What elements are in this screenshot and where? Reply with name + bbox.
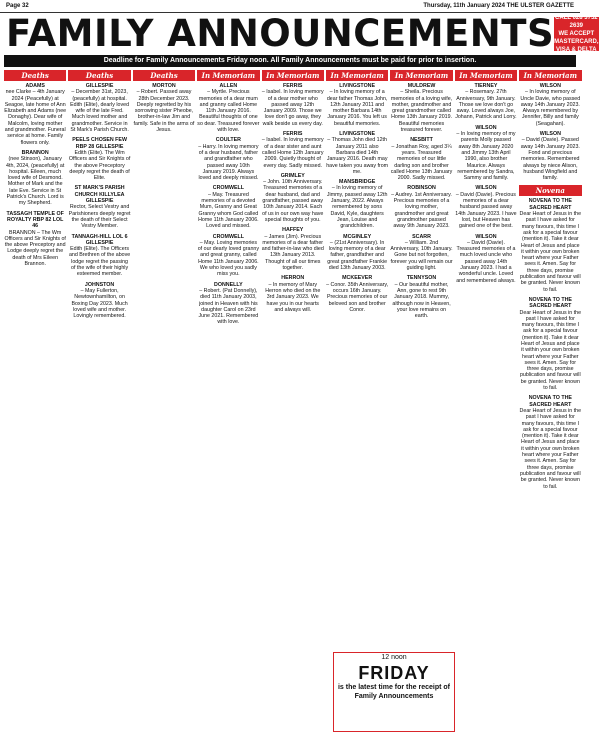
novena-title: NOVENA TO THE SACRED HEART: [528, 296, 572, 310]
notice-text: Edith (Elite). The Wm Officers and Sir Knights of the above Preceptory deeply regret the death of Elite.: [68, 149, 131, 182]
notice-text: – William. 2nd Anniversary, 10th January. Gone but not forgotten, forever you will remain our guiding light.: [390, 239, 453, 272]
notice-text: – In loving memory of Uncle Davie, who passed away 14th January 2023. Always remembered by Jennifer, Billy and family (Seagahan).: [520, 89, 581, 127]
notice-name: JOHNSTON: [84, 281, 115, 288]
notice: [455, 185, 517, 229]
notice-name: GRIMLEY: [280, 172, 305, 179]
notice-text: – December 31st, 2023, (peacefully) at hospital. Edith (Elite), dearly loved wife of the late Fred. Much loved mother and grandmother. Service in St Mark's Parish Church.: [70, 89, 130, 134]
column-heading: In Memoriam: [262, 70, 324, 81]
notice: [390, 234, 452, 272]
notice-text: – David (Davie). Precious memories of a dear husband passed away 14th January 2023. I have lost, but Heaven has gained one of the best.: [455, 191, 517, 230]
notice-text: – May. Loving memories of our dearly loved granny and great granny, called Home 11th January 2006. We who loved you sadly miss you.: [197, 239, 259, 278]
notice: [326, 179, 388, 229]
notice: [197, 282, 259, 326]
column-7: [455, 70, 517, 730]
notice-name: LIVINGSTONE: [339, 131, 376, 138]
notice-name: TASSAGH TEMPLE OF ROYALTY RBP 82 LOL 46: [6, 210, 64, 230]
notice-text: – In memory of Mary Herron who died on the 3rd January 2023. We have you in our hearts and always will.: [265, 281, 321, 313]
notice-text: – David (Davie). Treasured memories of a much loved uncle who passed away 14th January 2023. I had a wonderful uncle. Loved and remembered always.: [456, 239, 516, 284]
section-title: FAMILY ANNOUNCEMENTS: [6, 12, 555, 55]
column-heading: In Memoriam: [326, 70, 388, 81]
notice: [197, 137, 259, 181]
notice-text: – David (Davie). Passed away 14th January 2023. Fond and precious memories. Remembered always by niece Alison, husband Wingfield and family.: [520, 137, 580, 182]
column-heading: Deaths: [133, 70, 195, 81]
novena-title: NOVENA TO THE SACRED HEART: [528, 198, 572, 211]
column-heading: In Memoriam: [197, 70, 259, 81]
notice-name: MANSBRIDGE: [339, 179, 376, 186]
notice-text: (nee Stinson), January 4th, 2024, (peacefully) at hospital. Eileen, much loved wife of Desmond. Mother of Mark and the late Eve. Service in St Patrick's Church. Lord is my Shepherd.: [6, 156, 65, 207]
notice: [390, 137, 452, 181]
notice-name: LIVINGSTONE: [339, 83, 376, 89]
notice-name: CROMWELL: [212, 185, 244, 192]
notice: [4, 150, 66, 207]
notice-text: – In loving memory of Jimmy, passed away 12th January, 2022. Always remembered by sons David, Kyle, daughters Jean, Louise and grandchildren.: [326, 185, 388, 230]
columns: [0, 67, 580, 730]
column-2: [133, 70, 195, 730]
notice-name: ADAMS: [25, 83, 45, 89]
notice: [519, 131, 581, 181]
notice: [326, 131, 388, 175]
notice: [390, 83, 452, 133]
banner: [0, 12, 599, 55]
notice: [262, 227, 324, 271]
notice-name: FERRIS: [283, 83, 303, 89]
novena-title: NOVENA TO THE SACRED HEART: [528, 395, 572, 408]
notice-text: – John. 10th Anniversary. Treasured memories of a dear husband, dad and grandfather, passed away 10th January 2014. Each of us in our own way have special thoughts of you.: [262, 179, 324, 223]
notice: [68, 83, 130, 133]
notice: [262, 173, 324, 223]
call-line: CALL 028 3752 2639: [555, 15, 598, 29]
notice: [262, 83, 324, 127]
notice-name: MCGINLEY: [343, 233, 372, 240]
notice-text: – In loving memory of a dear father Thomas John, 12th January 2011 and mother Barbara 14th January 2016. You left us beautiful memories.: [326, 89, 388, 127]
notice-text: – Myrtle. Precious memories of a dear mum and granny called Home 11th January 2016. Beautiful thoughts of one so dear. Treasured forever with love.: [197, 89, 260, 134]
novena-heading: Novena: [519, 185, 581, 196]
notice: [326, 234, 388, 272]
notice-text: – Audrey. 1st Anniversary. Precious memories of a loving mother, grandmother and great grandmother passed away 9th January 2023.: [391, 191, 452, 230]
column-heading: Deaths: [68, 70, 130, 81]
notice-text: – Robert. Passed away 28th December 2023. Deeply regretted by his sorrowing sister Pheobe, brother-in-law Jim and family. Safe in the arms of Jesus.: [133, 89, 195, 134]
notice-text: BRANNON – The Wm Officers and Sir Knights of the above Preceptory and Lodge deeply regret the death of Mrs Eileen Brannon.: [4, 229, 66, 268]
notice-text: Edith (Elite). The Officers and Brethren of the above lodge regret the passing of the wife of their highly esteemed member.: [68, 246, 131, 278]
notice-text: – Robert. (Pat Donnelly), died 11th January 2003, joined in Heaven with his daughter Carol on 23rd June 2021. Remembered with love.: [198, 287, 259, 326]
notice: [519, 83, 581, 127]
column-6: [390, 70, 452, 730]
notice: [197, 185, 259, 229]
notice: [262, 275, 324, 313]
notice-name: MCKEEVER: [342, 275, 373, 282]
column-heading: In Memoriam: [390, 70, 452, 81]
notice-name: BRANNON: [21, 149, 49, 156]
column-heading: Deaths: [4, 70, 66, 81]
page-number: Page 32: [6, 3, 29, 9]
notice: [68, 185, 130, 229]
notice-name: TANNAGH-HILL LOL 6 GILLESPIE: [71, 233, 128, 246]
column-0: [4, 70, 66, 730]
column-1: [68, 70, 130, 730]
notice-name: TIERNEY: [474, 83, 498, 89]
notice-name: SCARR: [412, 233, 431, 240]
notice-name: WILSON: [539, 83, 561, 89]
friday-time: 12 noon: [381, 654, 407, 661]
notice: [4, 211, 66, 268]
novena-text: Dear Heart of Jesus in the past I have asked for many favours, this time I ask for a special favour (mention it). Take it dear Heart of Jesus and place it within your own broken heart where your Father sees it. Amen. Say for three days, promise publication and favour will be granted. Never known to fail.: [519, 309, 582, 392]
notice-name: WILSON: [475, 185, 497, 192]
notice-name: COULTER: [215, 137, 241, 144]
notice-name: HAFFEY: [282, 227, 304, 234]
notice: [68, 282, 130, 320]
notice: [326, 275, 388, 313]
notice-name: CROMWELL: [212, 233, 244, 240]
novena-prayer: [519, 297, 581, 391]
novena-prayer: [519, 198, 581, 292]
notice-name: FERRIS: [283, 131, 303, 138]
notice: [390, 185, 452, 229]
notice-text: – Harry. In loving memory of a dear husband, father and grandfather who passed away 10th January 2019. Always loved and deeply missed.: [198, 143, 259, 182]
notice-name: ROBINSON: [407, 185, 436, 192]
notice: [4, 83, 66, 146]
column-3: [197, 70, 259, 730]
notice-name: ALLEN: [219, 83, 238, 89]
notice-name: GILLESPIE: [85, 83, 114, 89]
friday-note: is the latest time for the receipt of Family Announcements: [337, 684, 451, 700]
deadline-strip: Deadline for Family Announcements Friday noon. All Family Announcements must be paid for prior to insertion.: [4, 55, 576, 67]
notice-text: – In loving memory of my parents Molly passed away 8th January 2020 and Jimmy 13th April 1990, also brother Maurice. Always remembered by Sandra, Sammy and family.: [456, 131, 516, 182]
notice-name: MORTON: [152, 83, 176, 89]
notice-name: WILSON: [475, 124, 497, 131]
notice-text: – Jonathan Roy, aged 3¼ years. Treasured memories of our little darling son and brother called Home 13th January 2000. Sadly missed.: [390, 143, 453, 182]
notice: [455, 234, 517, 284]
notice-text: Rector, Select Vestry and Parishioners deeply regret the death of their Select Vestry Member.: [68, 204, 131, 230]
novena-text: Dear Heart of Jesus in the past I have asked for many favours, this time I ask for a special favour (mention it). Take it dear Heart of Jesus and place it within your own broken heart where your Father sees it. Amen. Say for three days, promise publication and favour will be granted. Never known to fail.: [519, 407, 582, 490]
notice: [455, 83, 517, 121]
notice-text: – (21st Anniversary). In loving memory of a dear father, grandfather and great grandfather Frankie died 13th January 2003.: [327, 239, 388, 272]
notice: [68, 137, 130, 181]
notice-name: HERRON: [281, 275, 305, 282]
notice: [455, 125, 517, 182]
notice-name: DONNELLY: [214, 281, 243, 288]
notice-name: MULDREW: [407, 83, 436, 89]
notice-text: – Isabel. In loving memory of a dear mother who passed away 12th January 2009. Those we love don't go away, they walk beside us every day.: [261, 89, 324, 127]
notice: [197, 83, 259, 133]
column-heading: In Memoriam: [455, 70, 517, 81]
notice-text: – Conor. 35th Anniversary, occurs 16th January. Precious memories of our beloved son and brother Conor.: [326, 281, 389, 313]
notice-text: – Rosemary. 27th Anniversary, 9th January. Those we love don't go away. Loved always Joe, Johann, Patrick and Lorry.: [455, 89, 517, 121]
notice: [326, 83, 388, 127]
notice-text: – May Fullerton, Newtownhamilton, on Boxing Day 2023. Much loved wife and mother. Lovingly remembered.: [71, 287, 128, 320]
notice: [262, 131, 324, 169]
column-heading: In Memoriam: [519, 70, 581, 81]
notice-name: ST MARK'S PARISH CHURCH KILLYLEA GILLESPIE: [74, 185, 125, 205]
notice-name: WILSON: [539, 131, 561, 138]
notice-text: – Sheila. Precious memories of a loving wife, mother, grandmother and great grandmother called Home 13th January 2019. Beautiful memories treasured forever.: [390, 89, 453, 134]
notice-name: NESBITT: [410, 137, 433, 144]
notice-name: WILSON: [475, 233, 497, 240]
notice-text: nee Clarke – 4th January 2024 (Peacefully) at Seagoe, late home of Ann Elizabeth and Adams (nee Donaghy). Dear wife of Malcolm, loving mother and grandmother. Funeral service at home. Family flowers only.: [4, 89, 67, 146]
friday-box: [333, 652, 455, 732]
column-4: [262, 70, 324, 730]
notice-text: – Thomas John died 12th January 2011 also Barbara died 14th January 2016. Death may have taken you away from me.: [326, 137, 389, 175]
novena-text: Dear Heart of Jesus in the past I have asked for many favours, this time I ask for a special favour (mention it). Take it dear Heart of Jesus and place it within your own broken heart where your Father sees it. Amen. Say for three days, promise publication and favour will be granted. Never known to fail.: [519, 211, 582, 293]
novena-prayer: [519, 395, 581, 489]
column-8: [519, 70, 581, 730]
notice: [197, 234, 259, 278]
notice-text: – Isabel. In loving memory of a dear sister and aunt called Home 12th January 2009. Quietly thought of every day. Sadly missed.: [261, 137, 324, 169]
friday-day: FRIDAY: [358, 663, 430, 683]
cards-line: MASTERCARD, VISA & DELTA: [554, 39, 599, 53]
notice-text: – May. Treasured memories of a devoted Mum, Granny and Great Granny whom God called Home 11th January 2006. Loved and missed.: [198, 191, 259, 230]
notice: [390, 275, 452, 319]
notice: [133, 83, 195, 133]
notice-name: PEELS CHOSEN FEW RBP 28 GILLESPIE: [72, 137, 127, 150]
issue-date: Thursday, 11th January 2024 THE ULSTER GAZETTE: [423, 3, 574, 9]
accept-line: WE ACCEPT: [558, 31, 595, 37]
notice: [68, 234, 130, 278]
notice-name: TENNYSON: [406, 275, 437, 282]
column-5: [326, 70, 388, 730]
call-box: [554, 17, 598, 51]
notice-text: – James (Jim). Precious memories of a dear father and father-in-law who died 13th January 2013. Thought of all our times together.: [261, 233, 324, 272]
notice-text: – Our beautiful mother, Ann, gone to rest 9th January 2018. Mummy, although now in Heaven, your love remains on earth.: [392, 281, 451, 320]
